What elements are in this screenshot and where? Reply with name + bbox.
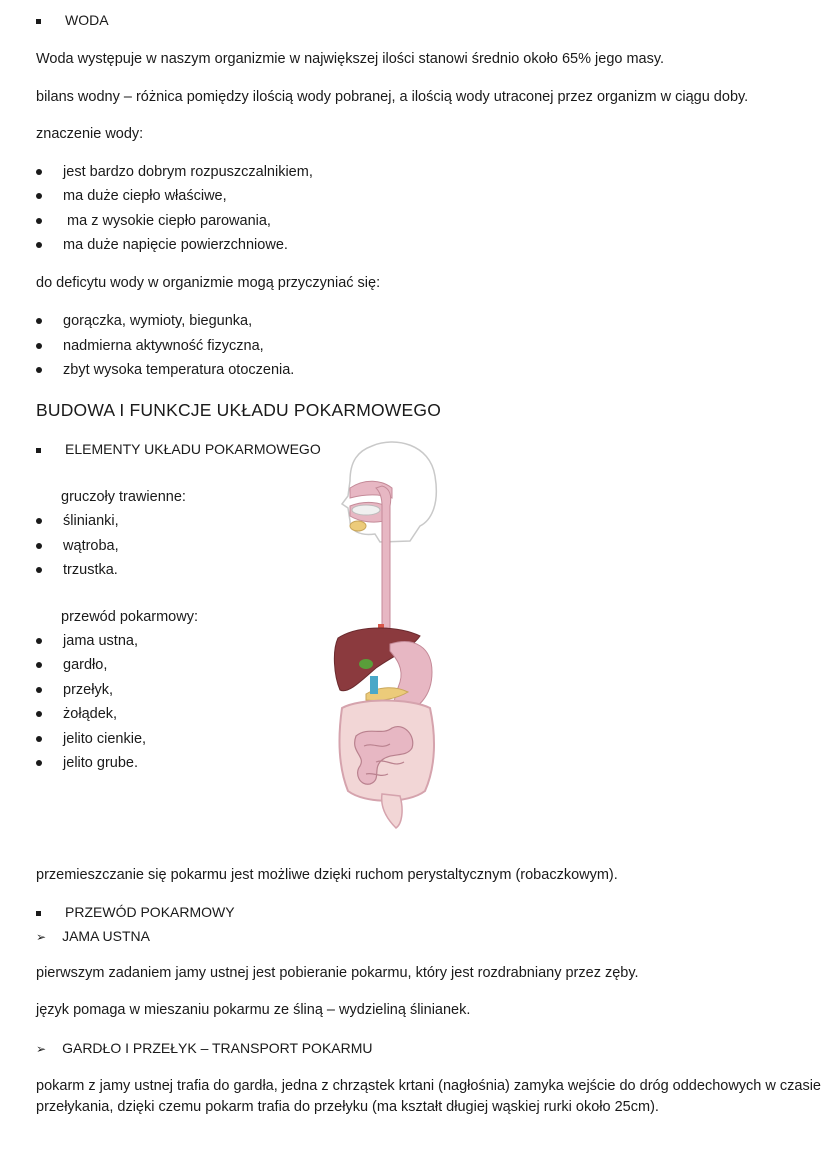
bullet-icon <box>36 687 42 693</box>
bullet-icon <box>36 736 42 742</box>
digestive-system-illustration <box>320 436 450 841</box>
gallbladder <box>359 659 373 669</box>
square-bullet-icon <box>36 448 41 453</box>
list-item: trzustka. <box>36 562 118 578</box>
bullet-icon <box>36 711 42 717</box>
water-paragraph: Woda występuje w naszym organizmie w największej ilości stanowi średnio około 65% jego masy. <box>36 51 665 67</box>
list-item: żołądek, <box>36 706 117 722</box>
list-item: ślinianki, <box>36 513 119 529</box>
bile-duct <box>370 676 378 694</box>
rectum <box>382 794 402 828</box>
bullet-icon <box>36 367 42 373</box>
mouth-heading: ➢ JAMA USTNA <box>36 928 150 944</box>
tongue-paragraph: język pomaga w mieszaniu pokarmu ze śliną – wydzieliną ślinianek. <box>36 1002 471 1018</box>
list-item: nadmierna aktywność fizyczna, <box>36 338 264 354</box>
bullet-icon <box>36 343 42 349</box>
water-deficit-label: do deficytu wody w organizmie mogą przyczyniać się: <box>36 275 381 291</box>
list-item: przełyk, <box>36 682 113 698</box>
section-heading: BUDOWA I FUNKCJE UKŁADU POKARMOWEGO <box>36 400 442 420</box>
list-item: ma duże ciepło właściwe, <box>36 188 227 204</box>
list-item: jelito cienkie, <box>36 731 146 747</box>
arrow-bullet-icon: ➢ <box>36 930 47 944</box>
bullet-icon <box>36 218 42 224</box>
water-heading: WODA <box>36 12 109 29</box>
throat-paragraph: pokarm z jamy ustnej trafia do gardła, jedna z chrząstek krtani (nagłośnia) zamyka wejście do dróg oddechowych w czasie przełykania, dzięki czemu pokarm trafia do przełyku (ma kształt długiej wąskiej rurki około 25cm). <box>36 1078 821 1115</box>
tract-label: przewód pokarmowy: <box>61 609 198 625</box>
tract-heading: PRZEWÓD POKARMOWY <box>36 904 235 921</box>
list-item: jest bardzo dobrym rozpuszczalnikiem, <box>36 164 313 180</box>
list-item: wątroba, <box>36 538 119 554</box>
bullet-icon <box>36 518 42 524</box>
bullet-icon <box>36 318 42 324</box>
glands-label: gruczoły trawienne: <box>61 489 186 505</box>
bullet-icon <box>36 760 42 766</box>
teeth <box>352 505 380 515</box>
bullet-icon <box>36 242 42 248</box>
list-item: ma duże napięcie powierzchniowe. <box>36 237 288 253</box>
salivary-gland <box>350 521 366 531</box>
water-balance-paragraph: bilans wodny – różnica pomiędzy ilością wody pobranej, a ilością wody utraconej przez organizm w ciągu doby. <box>36 89 749 105</box>
bullet-icon <box>36 638 42 644</box>
water-importance-label: znaczenie wody: <box>36 126 144 142</box>
arrow-bullet-icon: ➢ <box>36 1042 47 1056</box>
bullet-icon <box>36 543 42 549</box>
list-item: gorączka, wymioty, biegunka, <box>36 313 252 329</box>
list-item: jama ustna, <box>36 633 138 649</box>
square-bullet-icon <box>36 19 41 24</box>
list-item: ma z wysokie ciepło parowania, <box>36 213 271 229</box>
bullet-icon <box>36 567 42 573</box>
bullet-icon <box>36 662 42 668</box>
mouth-paragraph: pierwszym zadaniem jamy ustnej jest pobieranie pokarmu, który jest rozdrabniany przez zęby. <box>36 965 639 981</box>
throat-heading: ➢ GARDŁO I PRZEŁYK – TRANSPORT POKARMU <box>36 1040 373 1056</box>
bullet-icon <box>36 193 42 199</box>
square-bullet-icon <box>36 911 41 916</box>
list-item: zbyt wysoka temperatura otoczenia. <box>36 362 294 378</box>
list-item: jelito grube. <box>36 755 138 771</box>
bullet-icon <box>36 169 42 175</box>
elements-heading: ELEMENTY UKŁADU POKARMOWEGO <box>36 441 321 458</box>
list-item: gardło, <box>36 657 107 673</box>
peristalsis-paragraph: przemieszczanie się pokarmu jest możliwe dzięki ruchom perystaltycznym (robaczkowym). <box>36 867 618 883</box>
